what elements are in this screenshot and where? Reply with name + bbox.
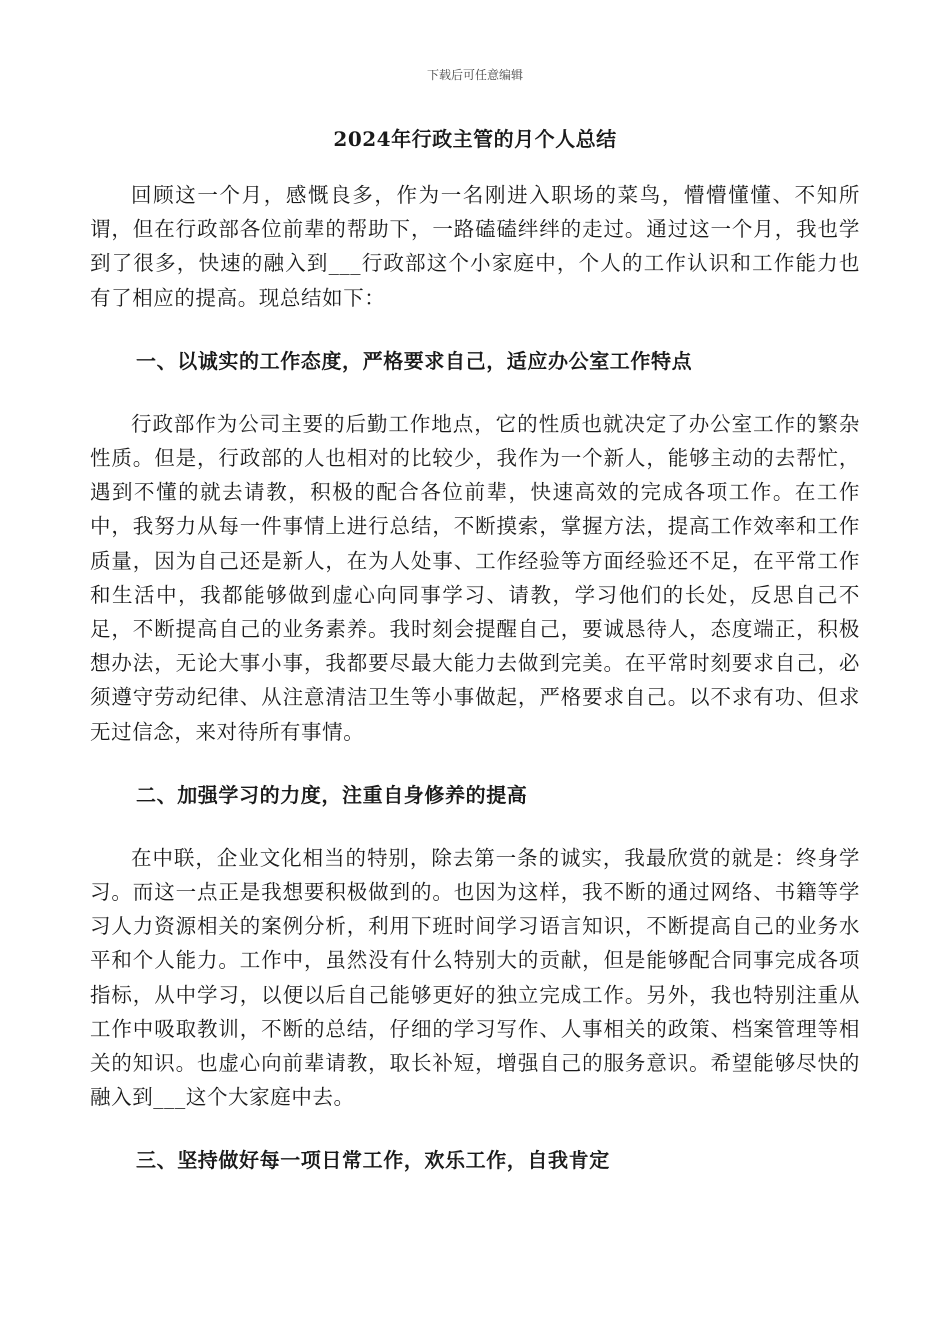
header-note: 下载后可任意编辑 (426, 68, 523, 82)
document-title: 2024年行政主管的月个人总结 (333, 127, 617, 151)
intro-paragraph: 回顾这一个月，感慨良多，作为一名刚进入职场的菜鸟，懵懵懂懂、不知所谓，但在行政部各位前辈的帮助下，一路磕磕绊绊的走过。通过这一个月，我也学到了很多，快速的融入到___行政部这个小家庭中，个人的工作认识和工作能力也有了相应的提高。现总结如下： (90, 183, 860, 310)
section-heading-3: 三、坚持做好每一项日常工作，欢乐工作，自我肯定 (136, 1148, 610, 1173)
document-body (90, 178, 860, 1177)
section-paragraph-2: 在中联，企业文化相当的特别，除去第一条的诚实，我最欣赏的就是：终身学习。而这一点正是我想要积极做到的。也因为这样，我不断的通过网络、书籍等学习人力资源相关的案例分析，利用下班时间学习语言知识，不断提高自己的业务水平和个人能力。工作中，虽然没有什么特别大的贡献，但是能够配合同事完成各项指标，从中学习，以便以后自己能够更好的独立完成工作。另外，我也特别注重从工作中吸取教训，不断的总结，仔细的学习写作、人事相关的政策、档案管理等相关的知识。也虚心向前辈请教，取长补短，增强自己的服务意识。希望能够尽快的融入到___这个大家庭中去。 (90, 845, 860, 1110)
section-heading-1: 一、以诚实的工作态度，严格要求自己，适应办公室工作特点 (136, 348, 693, 373)
section-paragraph-1: 行政部作为公司主要的后勤工作地点，它的性质也就决定了办公室工作的繁杂性质。但是，行政部的人也相对的比较少，我作为一个新人，能够主动的去帮忙，遇到不懂的就去请教，积极的配合各位前辈，快速高效的完成各项工作。在工作中，我努力从每一件事情上进行总结，不断摸索，掌握方法，提高工作效率和工作质量，因为自己还是新人，在为人处事、工作经验等方面经验还不足，在平常工作和生活中，我都能够做到虚心向同事学习、请教，学习他们的长处，反思自己不足，不断提高自己的业务素养。我时刻会提醒自己，要诚恳待人，态度端正，积极想办法，无论大事小事，我都要尽最大能力去做到完美。在平常时刻要求自己，必须遵守劳动纪律、从注意清洁卫生等小事做起，严格要求自己。以不求有功、但求无过信念，来对待所有事情。 (90, 411, 860, 744)
section-heading-2: 二、加强学习的力度，注重自身修养的提高 (136, 782, 528, 807)
